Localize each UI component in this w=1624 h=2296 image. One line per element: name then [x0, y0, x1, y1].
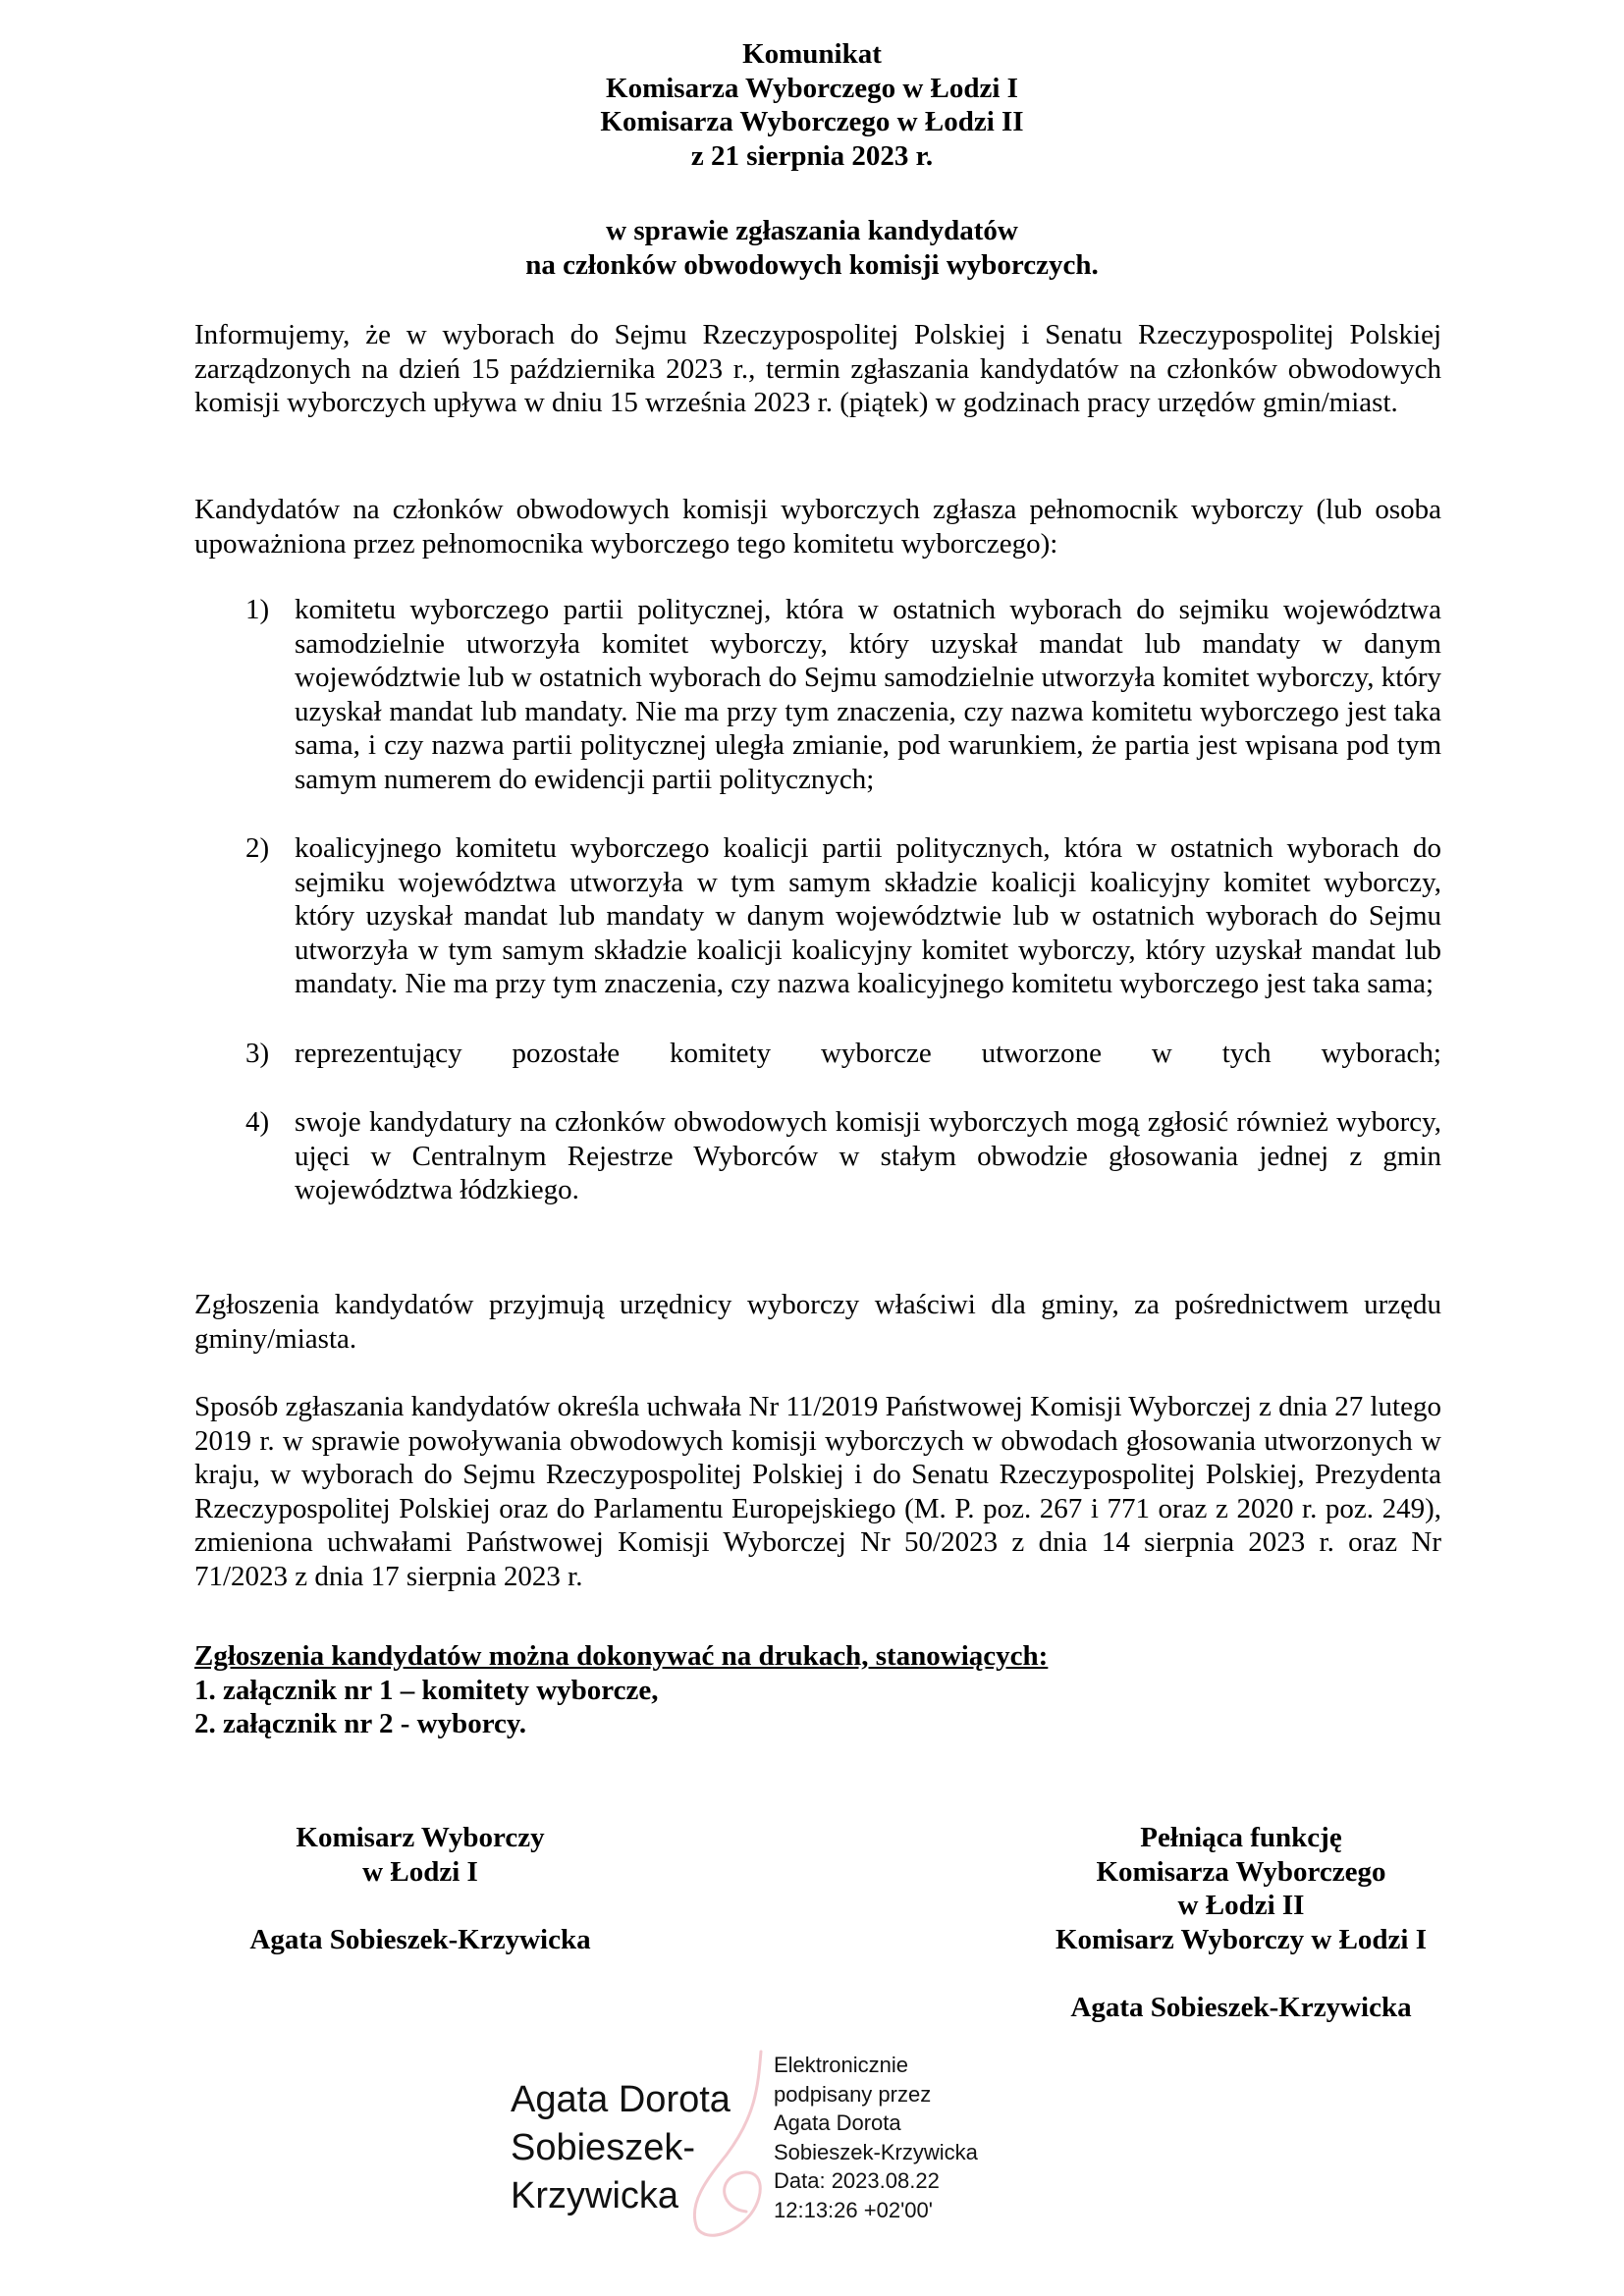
e-signature-name: Agata Dorota Sobieszek- Krzywicka [511, 2079, 731, 2216]
signature-title: Komisarza Wyborczego [1096, 1855, 1386, 1888]
signature-block-left [194, 1821, 646, 1956]
signatory-name: Agata Sobieszek-Krzywicka [249, 1923, 591, 1955]
nominators-list [194, 593, 1441, 1243]
subject-line-2: na członków obwodowych komisji wyborczych. [525, 248, 1099, 281]
document-subject [0, 214, 1624, 282]
signature-title: w Łodzi I [362, 1855, 478, 1888]
attachment-item: 1. załącznik nr 1 – komitety wyborcze, [194, 1674, 659, 1706]
list-item-number: 1) [245, 594, 270, 625]
header-date: z 21 sierpnia 2023 r. [690, 139, 934, 172]
list-item-text: komitetu wyborczego partii politycznej, która w ostatnich wyborach do sejmiku województwa samodzielnie utworzyła komitet wyborczy, który uzyskał mandat lub mandaty w danym województwie lub w ostatnich wyborach do Sejmu samodzielnie utworzyła komitet wyborczy, który uzyskał mandat lub mandaty. Nie ma przy tym znaczenia, czy nazwa komitetu wyborczego jest taka sama, i czy nazwa partii politycznej uległa zmianie, pod warunkiem, że partia jest wpisana pod tym samym numerem do ewidencji partii politycznych; [295, 594, 1441, 795]
subject-line-1: w sprawie zgłaszania kandydatów [606, 215, 1018, 246]
document-header [0, 37, 1624, 173]
signature-block-right [1015, 1821, 1467, 2024]
signature-title: w Łodzi II [1177, 1890, 1305, 1921]
paragraph-nominators: Kandydatów na członków obwodowych komisji wyborczych zgłasza pełnomocnik wyborczy (lub osoba upoważniona przez pełnomocnika wyborczego tego komitetu wyborczego): [194, 494, 1441, 560]
list-item-text: swoje kandydatury na członków obwodowych komisji wyborczych mogą zgłosić również wyborcy, ujęci w Centralnym Rejestrze Wyborców w stałym obwodzie głosowania jednej z gmin województwa łódzkiego. [295, 1106, 1441, 1205]
attachments-section [194, 1639, 1048, 1741]
signatory-name: Agata Sobieszek-Krzywicka [1070, 1991, 1412, 2023]
list-item [194, 1105, 1441, 1207]
attachments-heading: Zgłoszenia kandydatów można dokonywać na drukach, stanowiących: [194, 1640, 1049, 1672]
paragraph-acceptance: Zgłoszenia kandydatów przyjmują urzędnicy wyborczy właściwi dla gminy, za pośrednictwem urzędu gminy/miasta. [194, 1289, 1441, 1355]
signature-title: Pełniąca funkcję [1140, 1822, 1342, 1853]
list-item-number: 4) [245, 1106, 270, 1138]
header-issuer-2: Komisarza Wyborczego w Łodzi II [600, 106, 1024, 137]
list-item-number: 3) [245, 1037, 270, 1069]
attachment-item: 2. załącznik nr 2 - wyborcy. [194, 1708, 527, 1739]
paragraph-intro: Informujemy, że w wyborach do Sejmu Rzeczypospolitej Polskiej i Senatu Rzeczypospolitej Polskiej zarządzonych na dzień 15 października 2023 r., termin zgłaszania kandydatów na członków obwodowych komisji wyborczych upływa w dniu 15 września 2023 r. (piątek) w godzinach pracy urzędów gmin/miast. [194, 319, 1441, 418]
e-signature-details: Elektronicznie podpisany przez Agata Dorota Sobieszek-Krzywicka Data: 2023.08.22 12:13:26 +02'00' [774, 2053, 978, 2222]
header-title: Komunikat [742, 38, 882, 70]
list-item-number: 2) [245, 832, 270, 864]
signature-title: Komisarz Wyborczy w Łodzi I [1055, 1923, 1428, 1955]
list-item [194, 593, 1441, 796]
list-item [194, 831, 1441, 1001]
list-item [194, 1037, 1441, 1071]
paragraph-legal-basis: Sposób zgłaszania kandydatów określa uchwała Nr 11/2019 Państwowej Komisji Wyborczej z dnia 27 lutego 2019 r. w sprawie powoływania obwodowych komisji wyborczych w obwodach głosowania utworzonych w kraju, w wyborach do Sejmu Rzeczypospolitej Polskiej i do Senatu Rzeczypospolitej Polskiej, Prezydenta Rzeczypospolitej Polskiej oraz do Parlamentu Europejskiego (M. P. poz. 267 i 771 oraz z 2020 r. poz. 249), zmieniona uchwałami Państwowej Komisji Wyborczej Nr 50/2023 z dnia 14 sierpnia 2023 r. oraz Nr 71/2023 z dnia 17 sierpnia 2023 r. [194, 1391, 1441, 1592]
list-item-text: reprezentujący pozostałe komitety wyborcze utworzone w tych wyborach; [295, 1037, 1441, 1069]
header-issuer-1: Komisarza Wyborczego w Łodzi I [606, 72, 1018, 104]
list-item-text: koalicyjnego komitetu wyborczego koalicji partii politycznych, która w ostatnich wyborach do sejmiku województwa utworzyła w tym samym składzie koalicji koalicyjny komitet wyborczy, który uzyskał mandat lub mandaty w danym województwie lub w ostatnich wyborach do Sejmu utworzyła w tym samym składzie koalicji koalicyjny komitet wyborczy, który uzyskał mandat lub mandaty. Nie ma przy tym znaczenia, czy nazwa koalicyjnego komitetu wyborczego jest taka sama; [295, 832, 1441, 999]
signature-title: Komisarz Wyborczy [296, 1822, 545, 1853]
electronic-signature [511, 2047, 1021, 2243]
